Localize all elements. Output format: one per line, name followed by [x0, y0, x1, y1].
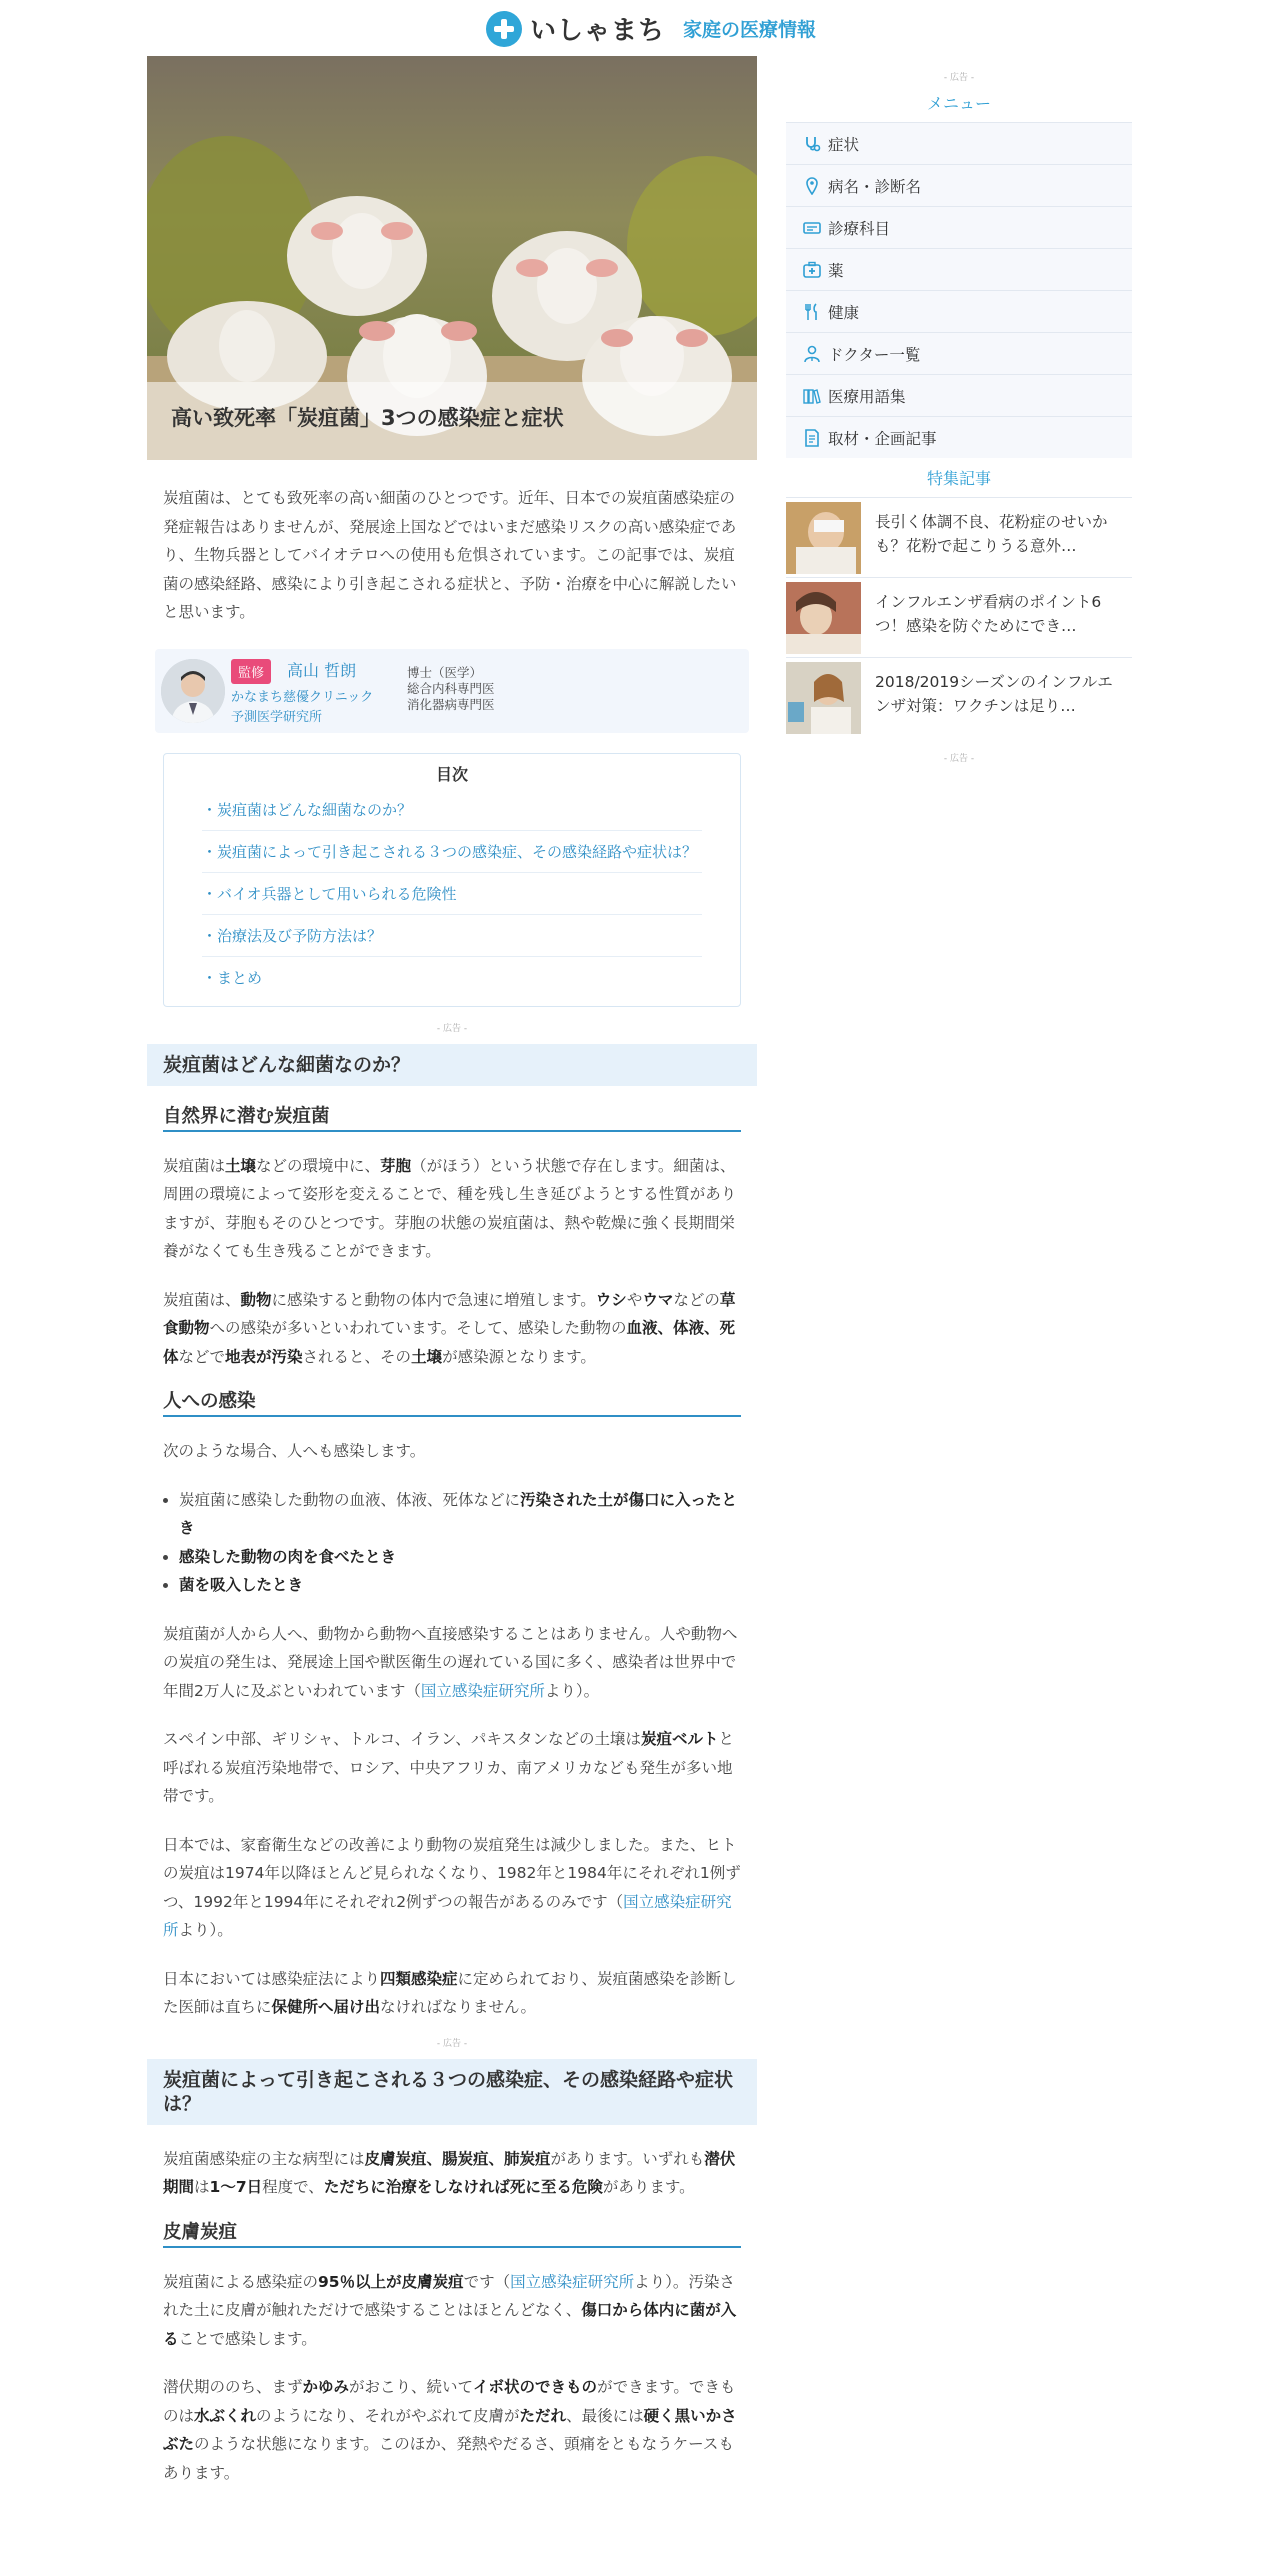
doctor-portrait-icon	[161, 659, 225, 723]
toc-title: 目次	[435, 764, 468, 784]
hero-title-band	[147, 382, 757, 460]
article-title: 高い致死率「炭疽菌」3つの感染症と症状	[171, 406, 564, 430]
menu-label: 医療用語集	[828, 387, 906, 406]
source-link[interactable]: 国立感染症研究所	[510, 2272, 635, 2291]
paragraph: 炭疽菌感染症の主な病型には皮膚炭疽、腸炭疽、肺炭疽があります。いずれも潜伏期間は1～7日程度で、ただちに治療をしなければ死に至る危険があります。	[163, 2149, 736, 2196]
books-icon	[802, 386, 822, 406]
list-item: • 感染した動物の肉を食べたとき	[179, 1543, 741, 1572]
feature-article[interactable]	[786, 497, 1132, 577]
features-heading: 特集記事	[926, 469, 991, 488]
supervisor-institute-link[interactable]: 予測医学研究所	[231, 709, 323, 725]
menu-item-features[interactable]	[786, 416, 1132, 458]
menu-label: ドクター一覧	[828, 345, 921, 364]
toc-item[interactable]: ・炭疽菌はどんな細菌なのか？	[202, 789, 702, 831]
logo-tagline: 家庭の医療情報	[683, 19, 817, 41]
article-lead: 炭疽菌は、とても致死率の高い細菌のひとつです。近年、日本での炭疽菌感染症の発症報告はありませんが、発展途上国などではいまだ感染リスクの高い感染症であり、生物兵器としてバイオテロへの使用も危惧されています。この記事では、炭疽菌の感染経路、感染により引き起こされる症状と、予防・治療を中心に解説したいと思います。	[163, 489, 737, 621]
menu-label: 症状	[828, 135, 860, 154]
paragraph: 日本では、家畜衛生などの改善により動物の炭疽発生は減少しました。また、ヒトの炭疽は1974年以降ほとんど見られなくなり、1982年と1984年にそれぞれ1例ずつ、1992年と1994年にそれぞれ2例ずつの報告があるのみです（国立感染症研究所より）。	[163, 1835, 741, 1939]
ad-label: - 広告 -	[436, 2038, 468, 2049]
menu-label: 病名・診断名	[828, 177, 922, 196]
stethoscope-icon	[802, 134, 822, 154]
fork-knife-icon	[802, 302, 822, 322]
paragraph: 炭疽菌は、動物に感染すると動物の体内で急速に増殖します。ウシやウマなどの草食動物への感染が多いといわれています。そして、感染した動物の血液、体液、死体などで地表が汚染されると、その土壌が感染源となります。	[163, 1290, 736, 1366]
subsection-heading: 皮膚炭疽	[163, 2218, 741, 2248]
menu-item-departments[interactable]	[786, 206, 1132, 248]
paragraph: 日本においては感染症法により四類感染症に定められており、炭疽菌感染を診断した医師は直ちに保健所へ届け出なければなりません。	[163, 1969, 737, 2016]
medicine-box-icon	[802, 260, 822, 280]
qualification: 消化器病専門医	[407, 696, 495, 712]
menu-item-medicine[interactable]	[786, 248, 1132, 290]
feature-thumbnail	[786, 502, 861, 574]
source-link[interactable]: 国立感染症研究所	[420, 1681, 545, 1700]
infection-route-list	[163, 1486, 741, 1600]
cross-logo-icon	[486, 11, 522, 47]
subsection-heading: 自然界に潜む炭疽菌	[163, 1102, 741, 1132]
paragraph: 炭疽菌は土壌などの環境中に、芽胞（がほう）という状態で存在します。細菌は、周囲の環境によって姿形を変えることで、種を残し生き延びようとする性質がありますが、芽胞もそのひとつです。芽胞の状態の炭疽菌は、熱や乾燥に強く長期間栄養がなくても生き残ることができます。	[163, 1156, 737, 1260]
toc-item[interactable]: ・バイオ兵器として用いられる危険性	[202, 873, 702, 915]
feature-article[interactable]	[786, 657, 1132, 737]
menu-label: 健康	[828, 303, 860, 322]
paragraph: 次のような場合、人へも感染します。	[163, 1442, 426, 1460]
section-heading: 炭疽菌によって引き起こされる３つの感染症、その感染経路や症状は？	[147, 2059, 757, 2125]
article	[147, 56, 757, 2487]
sidebar	[786, 56, 1132, 764]
menu-label: 薬	[828, 261, 844, 280]
feature-title: 2018/2019シーズンのインフルエンザ対策：ワクチンは足り…	[875, 673, 1113, 715]
ad-label: - 広告 -	[436, 1023, 468, 1034]
feature-title: インフルエンザ看病のポイント6つ！感染を防ぐためにでき…	[875, 593, 1102, 635]
avatar[interactable]	[161, 659, 225, 723]
menu-item-diseases[interactable]	[786, 164, 1132, 206]
qualification: 博士（医学）	[407, 664, 483, 680]
feature-thumbnail	[786, 662, 861, 734]
toc-item[interactable]: ・炭疽菌によって引き起こされる３つの感染症、その感染経路や症状は？	[202, 831, 702, 873]
list-item: • 炭疽菌に感染した動物の血液、体液、死体などに汚染された土が傷口に入ったとき	[179, 1486, 741, 1543]
supervisor-qualifications	[407, 665, 495, 713]
ad-label: - 広告 -	[943, 754, 975, 764]
menu-item-doctors[interactable]	[786, 332, 1132, 374]
paragraph: 潜伏期ののち、まずかゆみがおこり、続いてイボ状のできものができます。できものは水ぶくれのようになり、それがやぶれて皮膚がただれ、最後には硬く黒いかさぶたのような状態になります。このほか、発熱やだるさ、頭痛をともなうケースもあります。	[163, 2378, 737, 2482]
source-link[interactable]: 国立感染症研究所	[163, 1892, 732, 1939]
menu-item-glossary[interactable]	[786, 374, 1132, 416]
supervisor-name-link[interactable]: 高山 哲朗	[287, 660, 357, 680]
paragraph: 炭疽菌による感染症の95％以上が皮膚炭疽です（国立感染症研究所より）。汚染された土に皮膚が触れただけで感染することはほとんどなく、傷口から体内に菌が入ることで感染します。	[163, 2272, 737, 2348]
table-of-contents	[163, 753, 741, 1007]
supervisor-clinic-link[interactable]: かなまち慈優クリニック	[231, 689, 374, 705]
section-heading: 炭疽菌はどんな細菌なのか？	[147, 1044, 757, 1086]
menu-item-symptoms[interactable]	[786, 122, 1132, 164]
logo-text: いしゃまち	[530, 16, 666, 46]
menu-item-health[interactable]	[786, 290, 1132, 332]
menu-label: 診療科目	[828, 219, 891, 238]
paragraph: スペイン中部、ギリシャ、トルコ、イラン、パキスタンなどの土壌は炭疽ベルトと呼ばれる炭疽汚染地帯で、ロシア、中央アフリカ、南アメリカなども発生が多い地帯です。	[163, 1730, 735, 1805]
document-icon	[802, 428, 822, 448]
feature-thumbnail	[786, 582, 861, 654]
ad-label: - 広告 -	[943, 73, 975, 83]
supervisor-box	[155, 649, 749, 733]
hero	[147, 56, 757, 460]
toc-item[interactable]: ・まとめ	[202, 968, 263, 987]
paragraph: 炭疽菌が人から人へ、動物から動物へ直接感染することはありません。人や動物への炭疽の発生は、発展途上国や獣医衛生の遅れている国に多く、感染者は世界中で年間2万人に及ぶといわれています（国立感染症研究所より）。	[163, 1624, 738, 1700]
menu-heading: メニュー	[926, 94, 991, 113]
doctor-icon	[802, 344, 822, 364]
feature-title: 長引く体調不良、花粉症のせいかも？花粉で起こりうる意外…	[875, 513, 1108, 555]
card-icon	[802, 218, 822, 238]
menu-label: 取材・企画記事	[828, 429, 937, 448]
site-logo[interactable]	[486, 10, 816, 47]
toc-item[interactable]: ・治療法及び予防方法は？	[202, 915, 702, 957]
supervisor-badge: 監修	[231, 659, 271, 684]
list-item: • 菌を吸入したとき	[179, 1571, 741, 1600]
pin-icon	[802, 176, 822, 196]
qualification: 総合内科専門医	[407, 680, 495, 696]
feature-article[interactable]	[786, 577, 1132, 657]
site-header	[0, 0, 1284, 56]
subsection-heading: 人への感染	[163, 1387, 741, 1417]
